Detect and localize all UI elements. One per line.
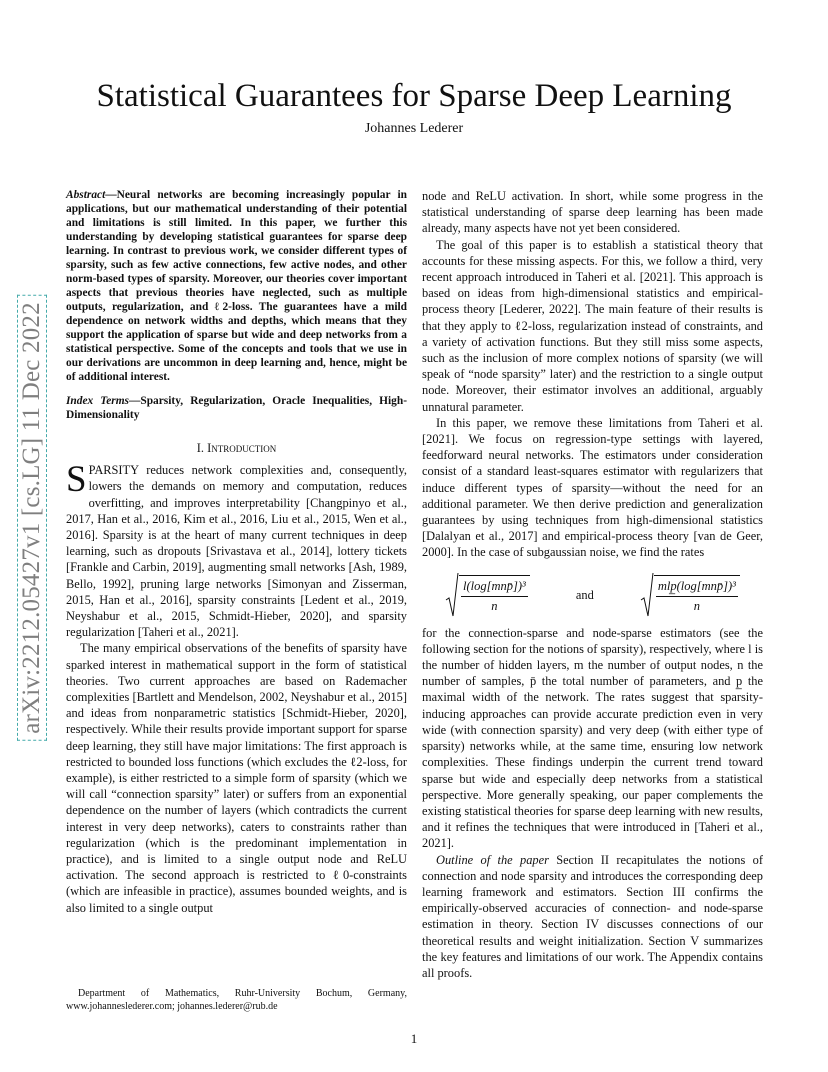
- index-terms: [66, 394, 407, 422]
- right-paragraph-4: for the connection-sparse and node-sparse estimators (see the following section for the notions of sparsity), respectively, where l is the number of hidden layers, m the number of output nodes, n the number of samples, p̄ the total number of parameters, and p̲ the maximal width of the network. The rates suggest that sparsity-inducing approaches can provide accurate prediction even in very wide (with connection sparsity) and very deep (with either type of sparsity) networks while, at the same time, ensuring low network complexities. These findings underpin the current trend toward sparse but wide and especially deep networks from a statistical perspective. More generally speaking, our paper complements the existing statistical theories for sparse deep learning with new results, and it refines the techniques that were introduced in [Taheri et al., 2021].: [422, 625, 763, 851]
- rate-left-numerator: l(log[mnp̄])³: [461, 578, 528, 596]
- right-column: [422, 188, 763, 981]
- outline-paragraph: [422, 852, 763, 982]
- abstract-text: —Neural networks are becoming increasingly popular in applications, but our mathematical understanding of their potential and limitations is still limited. In this paper, we further this understanding by developing statistical guarantees for sparse deep learning. In contrast to previous work, we consider different types of sparsity, such as few active connections, few active nodes, and other norm-based types of sparsity. Moreover, our theories cover important aspects that previous theories have neglected, such as multiple outputs, regularization, and ℓ2-loss. The guarantees have a mild dependence on network widths and depths, which means that they support the application of sparse but wide and deep networks from a statistical perspective. Some of the concepts and tools that we use in our derivations are uncommon in deep learning and, hence, might be of additional interest.: [66, 189, 407, 383]
- paper-title: Statistical Guarantees for Sparse Deep Learning: [96, 78, 732, 114]
- right-paragraph-1: node and ReLU activation. In short, while some progress in the statistical understanding of sparse deep learning has been made already, many aspects have not yet been considered.: [422, 189, 763, 236]
- radicand-right: [654, 575, 740, 613]
- right-paragraph-2: The goal of this paper is to establish a statistical theory that accounts for these missing aspects. For this, we follow a third, very recent approach introduced in Taheri et al. [2021]. This approach is based on ideas from high-dimensional statistics and empirical-process theory [Lederer, 2022]. The main feature of their results is that they apply to ℓ2-loss, regularization instead of constraints, and a variety of activation functions. But they still miss some aspects, such as the inclusion of more complex notions of sparsity (we will speak of “node sparsity” later) and the restriction to a single output node. Moreover, their estimator involves an additional, arguably unnatural parameter.: [422, 237, 763, 414]
- index-terms-text: —Sparsity, Regularization, Oracle Inequalities, High-Dimensionality: [66, 395, 407, 421]
- right-paragraph-3: In this paper, we remove these limitations from Taheri et al. [2021]. We focus on regression-type settings with layered, feedforward neural networks. The estimators under consideration consist of a standard least-squares estimator with regularizers that induce different types of sparsity—without the need for an additional parameter. We then derive prediction and generalization guarantees by using techniques from high-dimensional statistics [Dalalyan et al., 2017] and empirical-process theory [van de Geer, 2000]. In the case of subgaussian noise, we find the rates: [422, 415, 763, 560]
- outline-label: Outline of the paper: [436, 852, 549, 867]
- index-terms-label: Index Terms: [66, 395, 129, 407]
- equation-and: and: [575, 587, 594, 602]
- sqrt-sign-icon: [445, 572, 459, 618]
- connection-sparse-rate: [445, 572, 530, 618]
- arxiv-stamp: [15, 258, 49, 778]
- abstract-label: Abstract: [66, 189, 106, 201]
- left-column: [66, 188, 407, 916]
- rate-right-numerator: mlp̲(log[mnp̄])³: [656, 578, 738, 596]
- node-sparse-rate: [640, 572, 740, 618]
- abstract: [66, 188, 407, 384]
- affiliation-footnote: Department of Mathematics, Ruhr-University Bochum, Germany, www.johanneslederer.com; johannes.lederer@rub.de: [66, 988, 407, 1012]
- section-heading-introduction: I. Introduction: [196, 441, 277, 455]
- page-number: 1: [410, 1031, 418, 1046]
- intro-paragraph-2: The many empirical observations of the benefits of sparsity have sparked interest in mathematical support in the form of statistical theories. Two current approaches are based on Rademacher complexities [Bartlett and Mendelson, 2002, Neyshabur et al., 2015] and ideas from nonparametric statistics [Schmidt-Hieber, 2020], respectively. While their results provide important support for sparse deep learning, they still have major limitations: The first approach is restricted to bounded loss functions (which excludes the ℓ2-loss, for example), is either restricted to a simple form of sparsity (which we will call “connection sparsity” later) or suffers from an exponential dependence on the number of layers (which contradicts the current interest in very deep networks), caters to constraints rather than regularization (which is the predominant implementation in practice), and is limited to a single output node and ReLU activation. The second approach is restricted to ℓ0-constraints (which are infeasible in practice), assumes bounded weights, and is also limited to a single output: [66, 641, 407, 915]
- arxiv-stamp-text[interactable]: arXiv:2212.05427v1 [cs.LG] 11 Dec 2022: [17, 295, 47, 741]
- outline-text: Section II recapitulates the notions of connection and node sparsity and introduces the corresponding deep learning framework and estimators. Section III confirms the empirically-observed accuracies of connection- and node-sparse estimation in theory. Section IV discusses connections of our theoretical results and weight initialization. Section V summarizes the key features and limitations of our work. The Appendix contains all proofs.: [422, 852, 763, 980]
- rates-equation: [422, 571, 763, 619]
- rate-right-denominator: n: [693, 598, 701, 613]
- radicand-left: [459, 575, 530, 613]
- intro-paragraph-1-text: PARSITY reduces network complexities and, consequently, lowers the demands on memory and computation, reduces overfitting, and improves interpretability [Changpinyo et al., 2017, Han et al., 2016, Kim et al., 2016, Liu et al., 2015, Wen et al., 2016]. Sparsity is at the heart of many current techniques in deep learning, such as dropouts [Srivastava et al., 2014], lottery tickets [Frankle and Carbin, 2019], augmenting small networks [Ash, 1989, Bello, 1992], pruning large networks [Simonyan and Zisserman, 2015, Han et al., 2016], sparsity constraints [Ledent et al., 2019, Neyshabur et al., 2015, Schmidt-Hieber, 2020], and sparsity regularization [Taheri et al., 2021].: [66, 463, 407, 640]
- sqrt-sign-icon: [640, 572, 654, 618]
- rate-left-denominator: n: [491, 598, 498, 613]
- author-name: Johannes Lederer: [364, 121, 464, 136]
- intro-paragraph-1: [66, 459, 407, 640]
- drop-cap: S: [66, 459, 87, 501]
